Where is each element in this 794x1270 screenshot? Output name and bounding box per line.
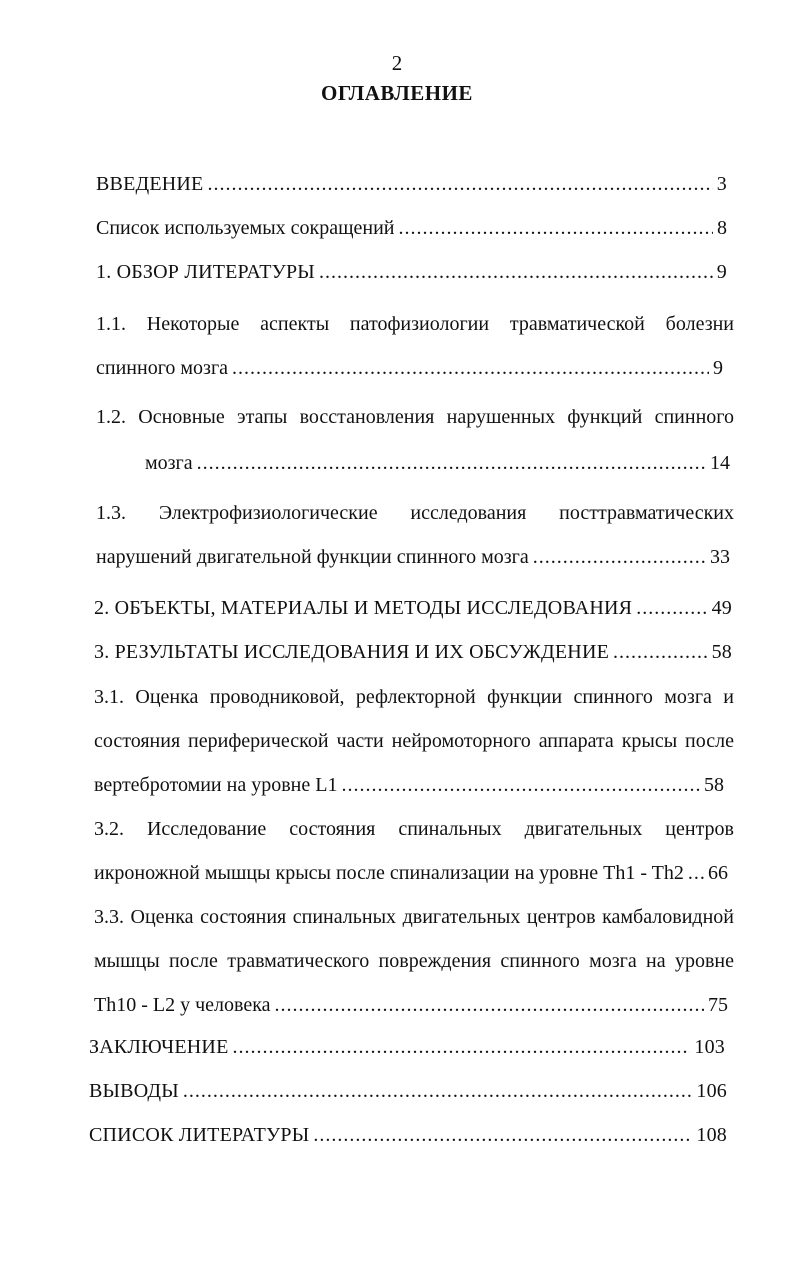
toc-entry-3-1 (94, 771, 724, 799)
toc-entry-results (94, 638, 732, 666)
page-number: 2 (391, 51, 403, 75)
toc-entry-introduction (96, 170, 727, 198)
toc-entry-text: ЗАКЛЮЧЕНИЕ (89, 1036, 229, 1058)
toc-entry-text: Список используемых сокращений (96, 217, 395, 239)
toc-page-number: 9 (713, 357, 723, 379)
toc-page-number: 108 (696, 1124, 727, 1146)
leader-dots (319, 258, 713, 286)
leader-dots (613, 638, 708, 666)
toc-entry-3-3-line2: мышцы после травматического повреждения спинного мозга на уровне (94, 950, 734, 972)
toc-entry-literature-review (96, 258, 727, 286)
leader-dots (313, 1121, 692, 1149)
toc-entry-text: вертебротомии на уровне L1 (94, 774, 338, 796)
toc-entry-text: мозга (145, 452, 193, 474)
toc-entry-3-3-line1: 3.3. Оценка состояния спинальных двигательных центров камбаловидной (94, 906, 734, 928)
toc-entry-text: икроножной мышцы крысы после спинализации на уровне Th1 - Th2 (94, 862, 684, 884)
toc-page-number: 58 (704, 774, 724, 796)
toc-entry-text: 1. ОБЗОР ЛИТЕРАТУРЫ (96, 261, 315, 283)
leader-dots (197, 449, 706, 477)
leader-dots (207, 170, 712, 198)
leader-dots (275, 991, 704, 1019)
toc-page-number: 3 (716, 173, 727, 195)
toc-page-number: 33 (710, 546, 730, 568)
toc-entry-text: 3. РЕЗУЛЬТАТЫ ИССЛЕДОВАНИЯ И ИХ ОБСУЖДЕНИЕ (94, 641, 610, 663)
leader-dots (533, 543, 706, 571)
toc-entry-text: спинного мозга (96, 357, 229, 379)
page-title: ОГЛАВЛЕНИЕ (321, 81, 473, 105)
toc-entry-1-3 (96, 543, 730, 571)
toc-page-number: 75 (708, 994, 728, 1016)
leader-dots (636, 594, 707, 622)
leader-dots (341, 771, 700, 799)
toc-entry-1-2 (145, 449, 730, 477)
toc-entry-3-3 (94, 991, 728, 1019)
toc-entry-1-1-line1: 1.1. Некоторые аспекты патофизиологии травматической болезни (96, 313, 734, 335)
toc-page-number: 9 (716, 261, 727, 283)
leader-dots (183, 1077, 693, 1105)
toc-page-number: 103 (694, 1036, 725, 1058)
toc-entry-text: 2. ОБЪЕКТЫ, МАТЕРИАЛЫ И МЕТОДЫ ИССЛЕДОВАНИЯ (94, 597, 633, 619)
toc-page-number: 106 (696, 1080, 727, 1102)
toc-entry-text: СПИСОК ЛИТЕРАТУРЫ (89, 1124, 310, 1146)
toc-page-number: 58 (711, 641, 732, 663)
toc-entry-text: Th10 - L2 у человека (94, 994, 271, 1016)
toc-entry-1-1 (96, 354, 723, 382)
toc-entry-3-1-line1: 3.1. Оценка проводниковой, рефлекторной функции спинного мозга и (94, 686, 734, 708)
toc-page-number: 14 (710, 452, 730, 474)
toc-entry-3-2-line1: 3.2. Исследование состояния спинальных двигательных центров (94, 818, 734, 840)
leader-dots (232, 354, 709, 382)
toc-page-number: 8 (717, 217, 727, 239)
toc-page-number: 49 (711, 597, 732, 619)
toc-entry-text: нарушений двигательной функции спинного мозга (96, 546, 529, 568)
leader-dots (399, 214, 713, 242)
toc-entry-text: ВЫВОДЫ (89, 1080, 179, 1102)
toc-entry-findings (89, 1077, 727, 1105)
toc-page-number: 66 (708, 862, 728, 884)
toc-entry-abbreviations (96, 214, 727, 242)
toc-entry-references (89, 1121, 727, 1149)
toc-entry-1-3-line1: 1.3. Электрофизиологические исследования посттравматических (96, 502, 734, 524)
toc-entry-conclusion (89, 1033, 725, 1061)
toc-entry-objects-methods (94, 594, 732, 622)
toc-entry-3-1-line2: состояния периферической части нейромоторного аппарата крысы после (94, 730, 734, 752)
leader-dots (688, 859, 704, 887)
toc-entry-3-2 (94, 859, 728, 887)
toc-entry-1-2-line1: 1.2. Основные этапы восстановления нарушенных функций спинного (96, 406, 734, 428)
toc-entry-text: ВВЕДЕНИЕ (96, 173, 204, 195)
leader-dots (232, 1033, 690, 1061)
